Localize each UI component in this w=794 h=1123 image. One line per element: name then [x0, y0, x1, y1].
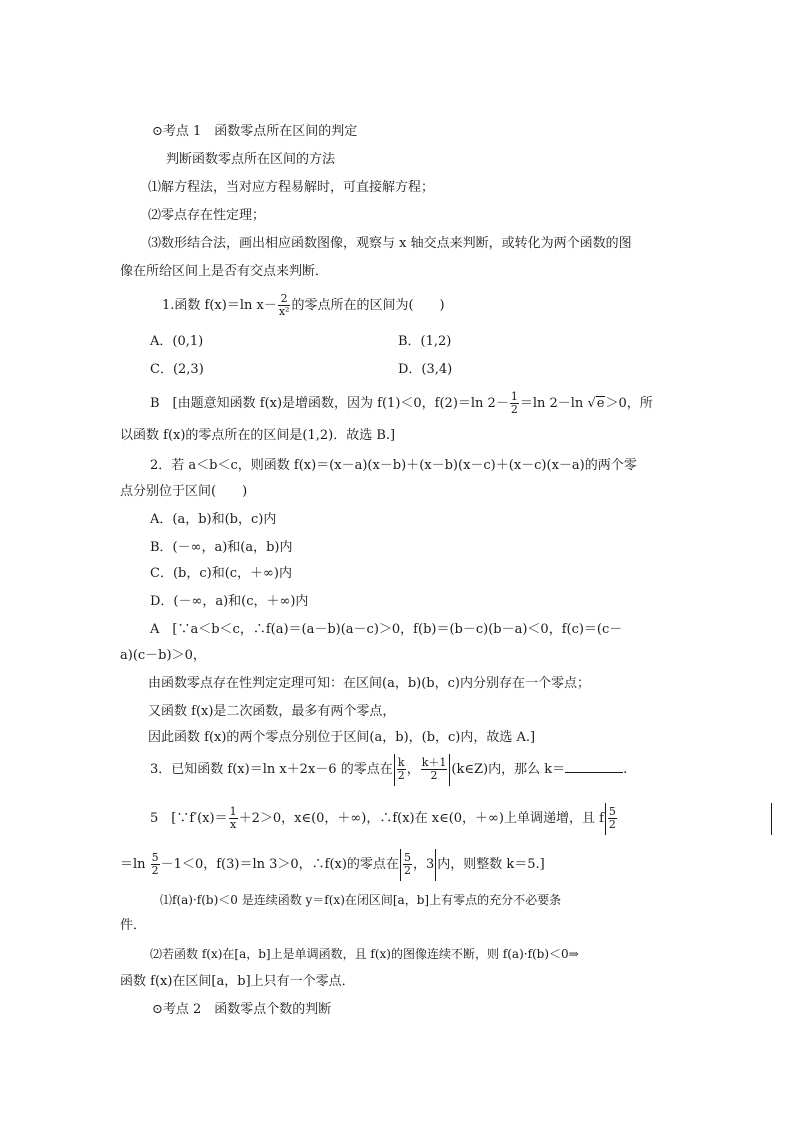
q1-option-b: B．(1,2) [398, 334, 452, 349]
q1-answer-fraction [510, 391, 519, 416]
left-paren-tall [394, 754, 395, 786]
q2-answer-line5: 因此函数 f(x)的两个零点分别位于区间(a，b)，(b，c)内，故选 A.] [148, 730, 536, 745]
q3-fraction-1 [397, 757, 406, 782]
q1-fraction [278, 293, 291, 318]
q1-answer-part-a: B [由题意知函数 f(x)是增函数，因为 f(1)＜0，f(2)＝ln 2－ [150, 396, 509, 411]
note-1-line2: 件． [120, 918, 147, 933]
q3-answer-line1 [150, 802, 773, 836]
left-paren-tall [400, 849, 401, 881]
q2-option-d: D．(－∞，a)和(c，＋∞)内 [150, 594, 309, 609]
q3-frac2-num: k＋1 [421, 756, 447, 769]
question-1-stem [162, 290, 445, 322]
method-3-line1: ⑶数形结合法，画出相应函数图像，观察与 x 轴交点来判断，或转化为两个函数的图 [148, 236, 632, 251]
q2-stem-line2: 点分别位于区间( ) [120, 484, 248, 499]
note-2-line2: 函数 f(x)在区间[a，b]上只有一个零点． [120, 974, 355, 989]
q1-option-a: A．(0,1) [150, 334, 204, 349]
topic1-heading: ⊙考点 1 函数零点所在区间的判定 [152, 124, 358, 139]
q1-answer-part-b: ＝ln 2－ln [519, 396, 588, 411]
q2-option-b: B．(－∞，a)和(a，b)内 [150, 540, 293, 555]
q3-frac1-num: k [397, 756, 405, 769]
q1-option-c: C．(2,3) [150, 362, 204, 377]
q1-option-d: D．(3,4) [398, 362, 453, 377]
q1-answer-line1 [150, 388, 653, 420]
q2-answer-line3: 由函数零点存在性判定定理可知：在区间(a，b)(b，c)内分别存在一个零点； [148, 676, 590, 691]
q3-ans-frac4-den: 2 [403, 864, 411, 877]
topic2-heading: ⊙考点 2 函数零点个数的判断 [152, 1002, 332, 1017]
q2-option-a: A．(a，b)和(b，c)内 [150, 512, 277, 527]
q3-answer-fraction-4 [403, 852, 412, 877]
q3-answer-fraction-2 [608, 806, 617, 831]
q3-answer-l2-part-b: －1＜0，f(3)＝ln 3＞0，∴f(x)的零点在 [160, 857, 399, 872]
q3-ans-frac2-den: 2 [608, 818, 616, 831]
q3-ans-frac4-num: 5 [403, 851, 411, 864]
q3-answer-l2-part-a: ＝ln [120, 857, 150, 872]
q3-answer-fraction-3 [151, 852, 160, 877]
note-2-line1: ⑵若函数 f(x)在[a，b]上是单调函数，且 f(x)的图像连续不断，则 f(a)·f(b)＜0⇒ [150, 947, 579, 961]
q2-answer-line4: 又函数 f(x)是二次函数，最多有两个零点， [148, 704, 396, 719]
q3-frac1-den: 2 [397, 769, 405, 782]
q2-answer-line1: A [∵a＜b＜c，∴f(a)＝(a－b)(a－c)＞0，f(b)＝(b－c)(b－a)＜0，f(c)＝(c－ [150, 622, 623, 637]
q1-answer-sqrt-arg: e [596, 396, 605, 411]
q3-answer-part-a: 5 [∵f′(x)＝ [150, 811, 228, 826]
answer-blank [565, 760, 623, 773]
q3-answer-line2 [120, 848, 545, 882]
q1-answer-line2: 以函数 f(x)的零点所在的区间是(1,2)．故选 B.] [120, 428, 396, 443]
right-paren-tall [771, 803, 772, 835]
q1-answer-frac-den: 2 [510, 403, 518, 416]
q3-stem-part-a: 3．已知函数 f(x)＝ln x＋2x－6 的零点在 [150, 762, 393, 777]
q3-ans-frac2-num: 5 [608, 805, 616, 818]
q1-answer-part-c: ＞0，所 [605, 396, 653, 411]
method-subheading: 判断函数零点所在区间的方法 [166, 152, 336, 167]
q1-stem-part-a: 1.函数 f(x)＝ln x－ [162, 298, 277, 313]
note-1-line1: ⑴f(a)·f(b)＜0 是连续函数 y＝f(x)在闭区间[a，b]上有零点的充分不必要条 [160, 893, 562, 907]
q3-stem [150, 752, 627, 788]
method-2: ⑵零点存在性定理； [148, 208, 266, 223]
q3-comma: ， [406, 762, 420, 777]
q3-ans-frac1-den: x [229, 818, 237, 831]
q3-answer-l2-part-c: ，3 [412, 857, 435, 872]
sqrt-sign: √ [587, 396, 596, 411]
method-3-line2: 像在所给区间上是否有交点来判断． [120, 264, 329, 279]
q1-answer-frac-num: 1 [510, 390, 518, 403]
q3-answer-fraction-1 [229, 806, 238, 831]
q3-answer-part-b: ＋2＞0，x∈(0，＋∞)，∴f(x)在 x∈(0，＋∞)上单调递增，且 f [238, 811, 604, 826]
q1-frac-den: x² [278, 305, 290, 318]
q2-answer-line2: a)(c－b)＞0， [120, 648, 206, 663]
method-1: ⑴解方程法，当对应方程易解时，可直接解方程； [148, 180, 435, 195]
q3-answer-l2-part-d: 内，则整数 k＝5.] [437, 857, 545, 872]
q3-ans-frac1-num: 1 [229, 805, 237, 818]
q2-stem-line1: 2．若 a＜b＜c，则函数 f(x)＝(x－a)(x－b)＋(x－b)(x－c)＋(x－c)(x－a)的两个零 [150, 458, 637, 473]
q1-frac-num: 2 [278, 293, 291, 306]
left-paren-tall [605, 803, 606, 835]
q3-stem-part-b: (k∈Z)内，那么 k＝ [451, 762, 566, 777]
q2-option-c: C．(b，c)和(c，＋∞)内 [150, 566, 292, 581]
q3-stem-end: . [623, 762, 628, 777]
q1-stem-part-b: 的零点所在的区间为( ) [291, 298, 445, 313]
q3-frac2-den: 2 [430, 769, 438, 782]
q3-ans-frac3-num: 5 [151, 851, 159, 864]
q3-fraction-2 [421, 757, 448, 782]
q3-ans-frac3-den: 2 [151, 864, 159, 877]
